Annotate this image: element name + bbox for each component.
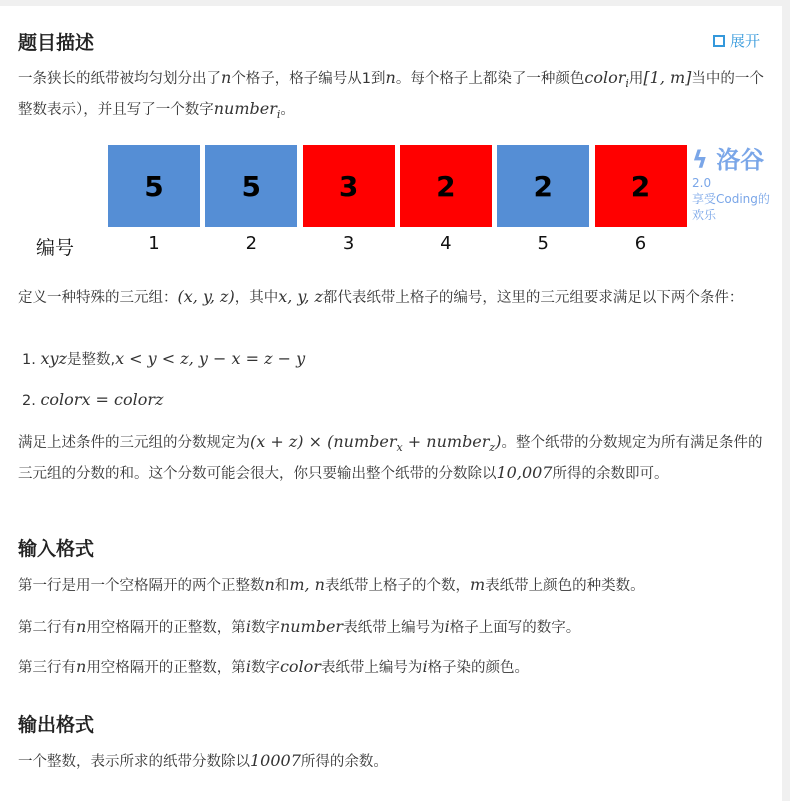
text-segment: 所得的余数。 (300, 754, 388, 770)
text-segment: 满足上述条件的三元组的分数规定为 (18, 435, 250, 451)
math-expression: i (422, 657, 428, 676)
section-title-description: 题目描述 (18, 32, 95, 54)
strip-cell: 5 (108, 145, 200, 227)
text-segment: 。每个格子上都染了一种颜色 (395, 71, 585, 87)
text-segment: 表纸带上编号为 (320, 660, 423, 676)
output-line-1 (18, 748, 768, 775)
text-segment: 数字 (250, 620, 280, 636)
math-expression: i (444, 617, 450, 636)
math-expression: m, n (289, 575, 325, 594)
text-segment: 。整个纸带的分数规定为所有满足条件的三元组的分数的和。这个分数可能会很大，你只要输出整个纸带的分数除以 (18, 435, 763, 483)
text-segment: 。 (280, 102, 295, 119)
text-segment: 第三行有 (18, 660, 76, 676)
text-segment: 用空格隔开的正整数，第 (86, 660, 246, 676)
math-expression: n (385, 68, 396, 87)
math-expression: colorx = colorz (40, 390, 164, 409)
text-segment: 当中的一个整数表示），并且写了一个数字 (18, 71, 764, 119)
section-title-output: 输出格式 (18, 714, 95, 736)
text-segment: 定义一种特殊的三元组： (18, 290, 178, 306)
index-row-label: 编号 (36, 237, 75, 259)
expand-icon (713, 35, 725, 47)
text-segment: 数字 (250, 660, 280, 676)
math-expression: (x + z) × (number$_x$ + number$_z$) (250, 432, 502, 455)
math-expression: (x, y, z) (177, 287, 235, 306)
watermark-logo: ϟ 洛谷 (692, 146, 765, 174)
text-segment: 是整数, (66, 352, 116, 368)
cell-index: 3 (342, 233, 355, 254)
luogu-watermark (692, 145, 780, 223)
math-expression: n (264, 575, 275, 594)
expand-button[interactable] (713, 30, 760, 51)
score-paragraph (18, 429, 768, 487)
cell-index: 4 (440, 233, 452, 254)
text-segment: 都代表纸带上格子的编号，这里的三元组要求满足以下两个条件： (322, 290, 744, 306)
text-segment: 第二行有 (18, 620, 76, 636)
text-segment: 格子染的颜色。 (427, 660, 530, 676)
text-segment: 表纸带上颜色的种类数。 (485, 578, 645, 594)
input-line-3 (18, 654, 768, 681)
math-expression: color (279, 657, 321, 676)
cell-index: 2 (245, 233, 258, 254)
text-segment: 1. (22, 352, 41, 368)
text-segment: 一条狭长的纸带被均匀划分出了 (18, 71, 221, 87)
watermark-name: 洛谷 (716, 146, 765, 174)
strip-cell: 3 (303, 145, 395, 227)
text-segment: 表纸带上格子的个数， (324, 578, 470, 594)
math-expression: xyz (40, 349, 67, 368)
text-segment: 用 (628, 71, 644, 87)
text-segment: 第一行是用一个空格隔开的两个正整数 (18, 578, 265, 594)
math-expression: n (221, 68, 232, 87)
math-expression: x, y, z (278, 287, 323, 306)
strip-cell: 2 (595, 145, 687, 227)
text-segment: 一个整数，表示所求的纸带分数除以 (18, 754, 250, 770)
text-segment: 表纸带上编号为 (343, 620, 445, 636)
text-segment: 格子上面写的数字。 (449, 620, 581, 636)
expand-label: 展开 (729, 32, 760, 50)
math-expression: n (76, 617, 87, 636)
text-segment: 所得的余数即可。 (552, 466, 669, 483)
section-title-input: 输入格式 (18, 538, 95, 560)
math-expression: number$_i$ (213, 99, 281, 122)
math-expression: 10007 (250, 751, 301, 770)
cell-index: 5 (537, 233, 549, 254)
problem-card (0, 6, 782, 801)
math-expression: 10,007 (496, 463, 553, 483)
math-expression: [1, m] (643, 68, 692, 87)
text-segment: 个格子，格子编号从1到 (231, 71, 386, 87)
text-segment: ，其中 (234, 290, 279, 306)
math-expression: i (245, 617, 251, 636)
math-expression: color$_i$ (584, 68, 629, 91)
text-segment: 用空格隔开的正整数，第 (86, 620, 246, 636)
strip-cell: 5 (205, 145, 297, 227)
cell-index: 6 (634, 233, 647, 254)
watermark-slogan: 享受Coding的欢乐 (692, 192, 770, 222)
definition-paragraph (18, 284, 768, 311)
input-line-1 (18, 572, 768, 599)
condition-1 (22, 346, 772, 373)
math-expression: m (469, 575, 486, 594)
condition-2 (22, 387, 772, 414)
text-segment: 2. (22, 393, 41, 409)
text-segment: 和 (274, 578, 290, 594)
math-expression: number (279, 617, 344, 636)
strip-cell: 2 (497, 145, 589, 227)
intro-paragraph (18, 65, 768, 127)
cell-index: 1 (148, 233, 160, 254)
input-line-2 (18, 614, 768, 641)
math-expression: i (245, 657, 251, 676)
strip-cell: 2 (400, 145, 492, 227)
watermark-version: 2.0 (692, 176, 712, 190)
math-expression: n (76, 657, 87, 676)
math-expression: x < y < z, y − x = z − y (115, 349, 306, 368)
